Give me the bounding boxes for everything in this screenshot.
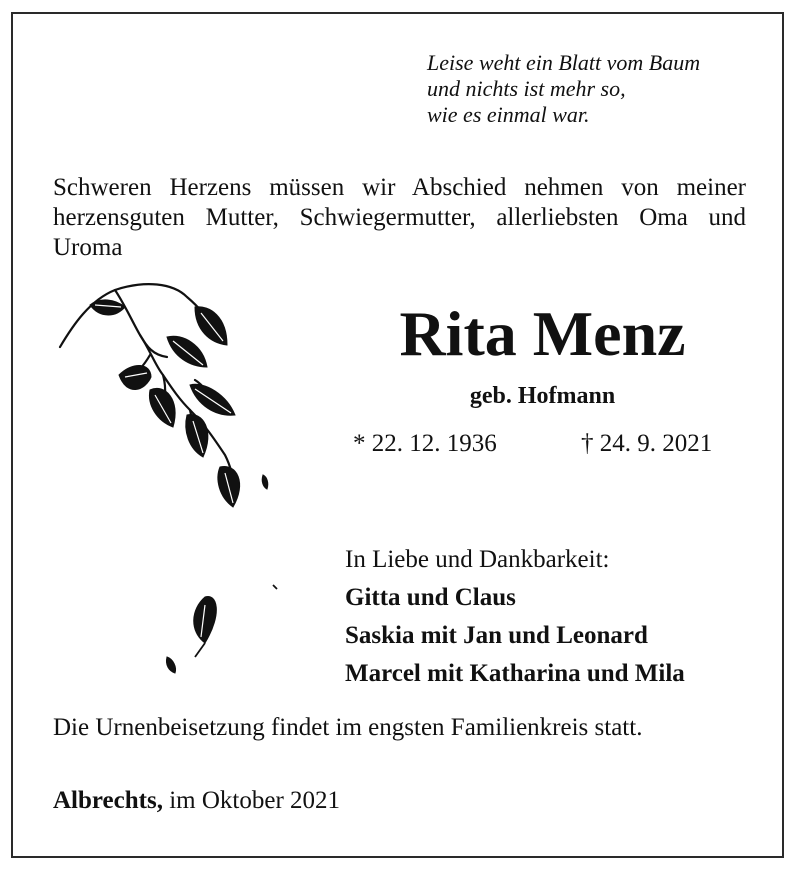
death-date: † 24. 9. 2021 <box>581 430 713 457</box>
motto-verse <box>427 50 700 128</box>
closing-place: Albrechts, <box>53 787 163 814</box>
intro-text: Schweren Herzens müssen wir Abschied nehmen von meiner herzensguten Mutter, Schwiegermutter, allerliebsten Oma und Uroma <box>53 174 746 261</box>
deceased-name: Rita Menz <box>399 298 686 369</box>
life-dates <box>353 428 733 460</box>
motto-line-3: wie es einmal war. <box>427 102 590 127</box>
mourners-block <box>345 541 685 693</box>
mourner-line: Marcel mit Katharina und Mila <box>345 660 685 687</box>
mourners-heading: In Liebe und Dankbarkeit: <box>345 546 610 573</box>
motto-line-2: und nichts ist mehr so, <box>427 76 626 101</box>
mourner-line: Gitta und Claus <box>345 584 516 611</box>
mourner-line: Saskia mit Jan und Leonard <box>345 622 648 649</box>
place-date-line <box>53 785 340 817</box>
funeral-note: Die Urnenbeisetzung findet im engsten Familienkreis statt. <box>53 714 643 741</box>
motto-line-1: Leise weht ein Blatt vom Baum <box>427 50 701 75</box>
closing-date: im Oktober 2021 <box>162 787 341 814</box>
birth-date: * 22. 12. 1936 <box>353 430 497 457</box>
maiden-name: geb. Hofmann <box>469 383 616 409</box>
birch-branch-icon <box>55 275 285 685</box>
